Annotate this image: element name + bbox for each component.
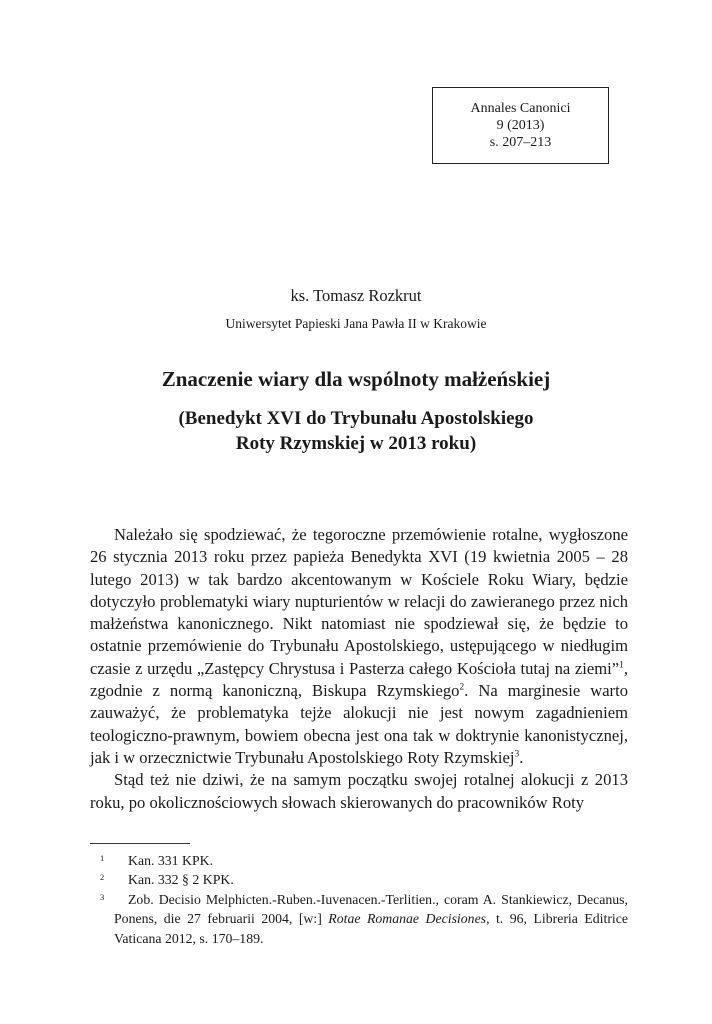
subtitle-line-1: (Benedykt XVI do Trybunału Apostolskiego: [178, 408, 534, 429]
article-title: Znaczenie wiary dla wspólnoty małżeńskiej: [161, 367, 551, 391]
footnote-2: [90, 870, 628, 889]
footnote-3: [90, 890, 628, 948]
footnote-divider: [90, 843, 190, 844]
footnote-text-part-b: , t. 96, Libreria Editrice Vaticana 2012, s. 170–189.: [114, 911, 629, 946]
body-paragraph-2: Stąd też nie dziwi, że na samym początku swojej rotalnej alokucji z 2013 roku, po okolicznościowych słowach skierowanych do pracowników Roty: [90, 770, 628, 812]
footnote-1: [90, 851, 628, 870]
article-body: [90, 524, 628, 814]
footnote-text: Kan. 331 KPK.: [128, 853, 214, 868]
journal-name: Annales Canonici: [470, 101, 571, 116]
journal-volume: 9 (2013): [496, 118, 545, 133]
paragraph-1-part-c: . Na marginesie warto zauważyć, że problematyka tejże alokucji nie jest nowym zagadnieniem teologiczno-prawnym, bowiem obecna jest ona tak w doktrynie kanonistycznej, jak i w orzecznictwie Trybunału Apostolskiego Roty Rzymskiej: [90, 681, 628, 767]
paragraph-1-part-d: .: [519, 747, 524, 767]
paragraph-1-part-b: , zgodnie z normą kanoniczną, Biskupa Rzymskiego: [90, 658, 628, 701]
article-subtitle: [0, 406, 712, 456]
footnote-text-part-a: Zob. Decisio Melphicten.-Ruben.-Iuvenacen.-Terlitien., coram A. Stankiewicz, Decanus, Ponens, die 27 februarii 2004, [w:]: [114, 891, 628, 927]
subtitle-line-2: Roty Rzymskiej w 2013 roku): [235, 433, 477, 454]
footnote-ref-2[interactable]: 2: [459, 682, 465, 693]
footnote-journal-title: Rotae Romanae Decisiones: [328, 911, 487, 927]
body-paragraph-1: [90, 524, 628, 769]
footnote-number: 2: [100, 872, 105, 883]
footnote-number: 3: [100, 891, 105, 902]
journal-pages: s. 207–213: [489, 135, 552, 150]
journal-citation-box: [432, 87, 609, 164]
paragraph-1-part-a: Należało się spodziewać, że tegoroczne przemówienie rotalne, wygłoszone 26 stycznia 2013 roku przez papieża Benedykta XVI (19 kwietnia 2005 – 28 lutego 2013) w tak bardzo akcentowanym w Kościele Roku Wiary, będzie dotyczyło problematyki wiary nupturientów w relacji do zawieranego przez nich małżeństwa kanonicznego. Nikt natomiast nie spodziewał się, że będzie to ostatnie przemówienie do Trybunału Apostolskiego, ustępującego w niedługim czasie z urzędu „Zastępcy Chrystusa i Pasterza całego Kościoła tutaj na ziemi”: [90, 525, 628, 678]
footnote-number: 1: [100, 853, 105, 863]
footnote-text: Kan. 332 § 2 KPK.: [128, 872, 234, 888]
footnote-ref-3[interactable]: 3: [514, 749, 520, 760]
footnote-ref-1[interactable]: 1: [619, 660, 624, 671]
author-name: ks. Tomasz Rozkrut: [290, 286, 422, 305]
footnotes: [90, 851, 628, 948]
author-affiliation: Uniwersytet Papieski Jana Pawła II w Krakowie: [225, 316, 487, 331]
